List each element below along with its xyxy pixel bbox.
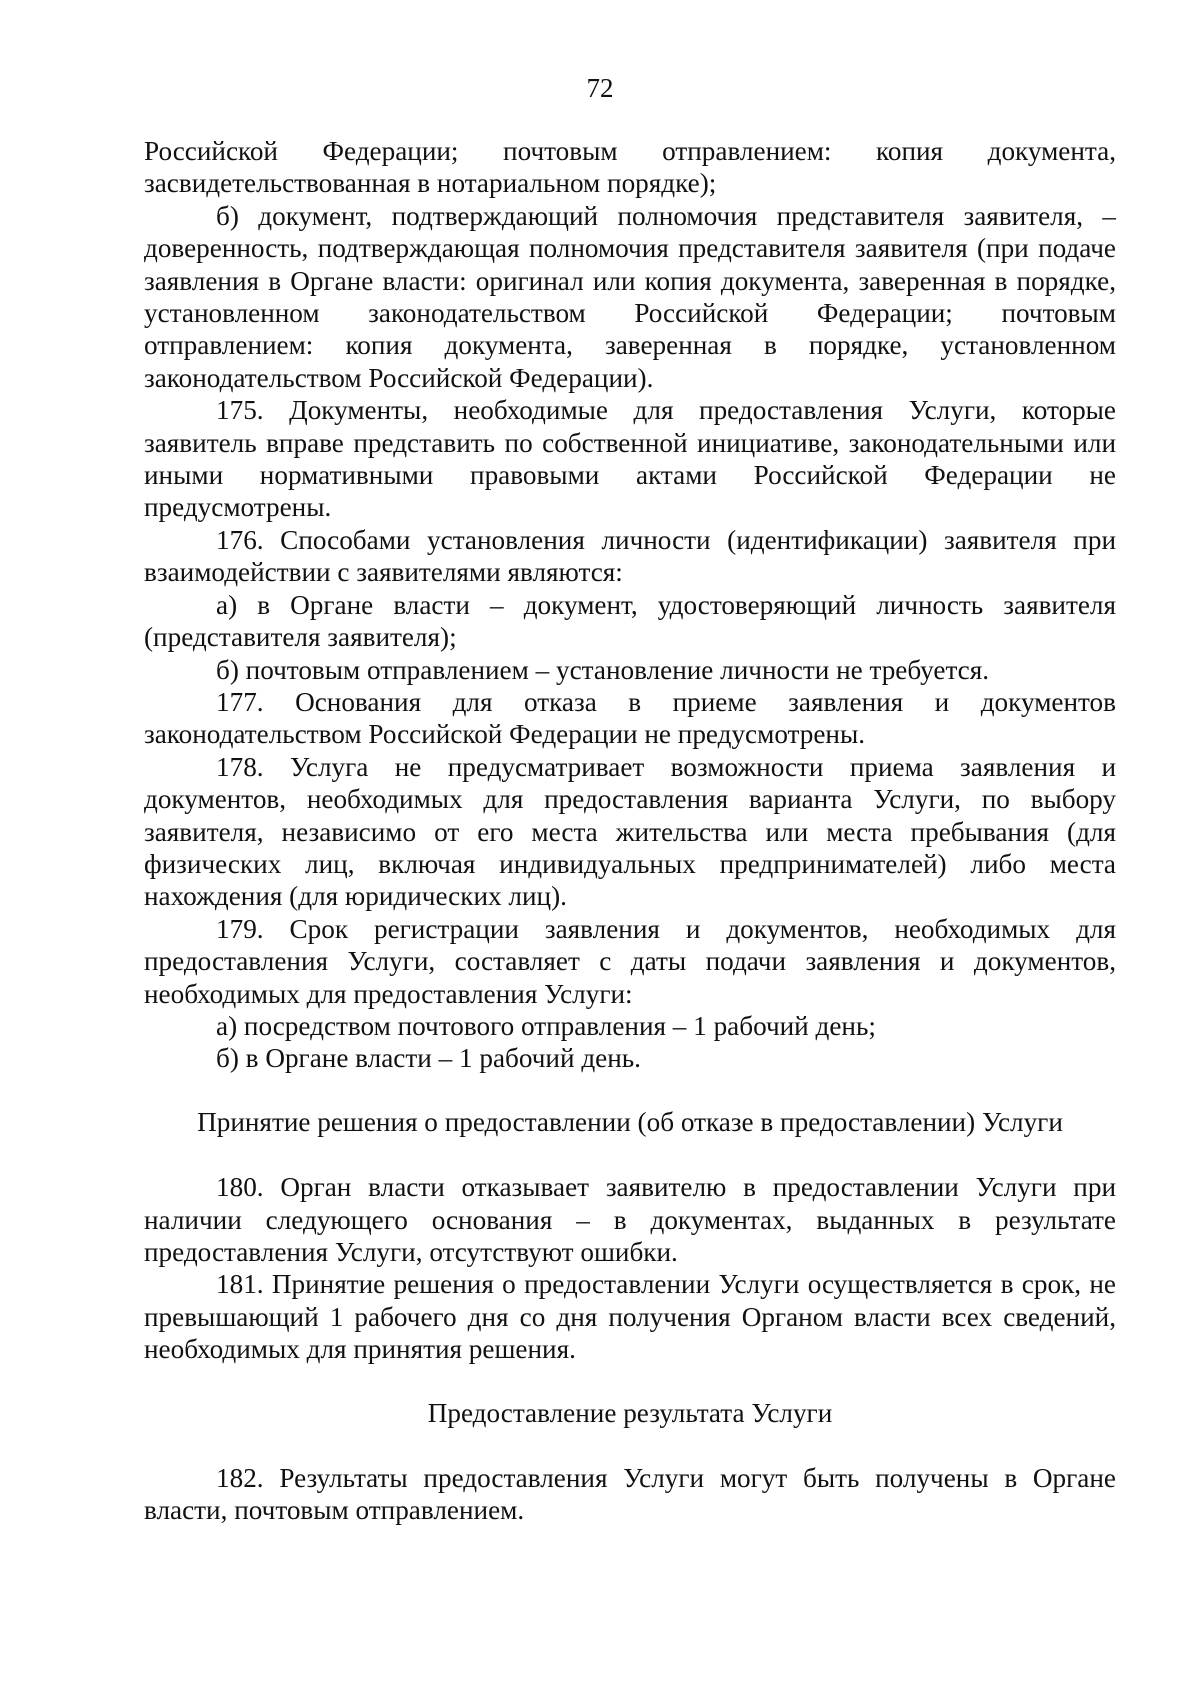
paragraph-176a: а) в Органе власти – документ, удостоверяющий личность заявителя (представителя заявителя); (144, 589, 1116, 653)
section-heading-decision: Принятие решения о предоставлении (об отказе в предоставлении) Услуги (197, 1106, 1063, 1137)
document-body (144, 135, 1116, 1527)
paragraph-179b: б) в Органе власти – 1 рабочий день. (216, 1043, 641, 1074)
paragraph-175: 175. Документы, необходимые для предоставления Услуги, которые заявитель вправе представить по собственной инициативе, законодательными или иными нормативными правовыми актами Российской Федерации не предусмотрены. (144, 395, 1116, 523)
paragraph-177: 177. Основания для отказа в приеме заявления и документов законодательством Российской Федерации не предусмотрены. (144, 686, 1116, 750)
paragraph-182: 182. Результаты предоставления Услуги могут быть получены в Органе власти, почтовым отправлением. (144, 1463, 1116, 1526)
paragraph-continuation: Российской Федерации; почтовым отправлением: копия документа, засвидетельствованная в нотариальном порядке); (144, 136, 1116, 199)
paragraph-174b-power-of-attorney: б) документ, подтверждающий полномочия представителя заявителя, – доверенность, подтверждающая полномочия представителя заявителя (при подаче заявления в Органе власти: оригинал или копия документа, заверенная в порядке, установленном законодательством Российской Федерации; почтовым отправлением: копия документа, заверенная в порядке, установленном законодательством Российской Федерации). (144, 200, 1116, 393)
page-number: 72 (586, 73, 614, 103)
section-heading-result: Предоставление результата Услуги (427, 1397, 833, 1428)
paragraph-176b: б) почтовым отправлением – установление личности не требуется. (216, 654, 990, 685)
paragraph-178: 178. Услуга не предусматривает возможности приема заявления и документов, необходимых для предоставления варианта Услуги, по выбору заявителя, независимо от его места жительства или места пребывания (для физических лиц, включая индивидуальных предпринимателей) либо места нахождения (для юридических лиц). (144, 751, 1116, 912)
paragraph-180: 180. Орган власти отказывает заявителю в предоставлении Услуги при наличии следующего основания – в документах, выданных в результате предоставления Услуги, отсутствуют ошибки. (144, 1172, 1116, 1267)
paragraph-181: 181. Принятие решения о предоставлении Услуги осуществляется в срок, не превышающий 1 рабочего дня со дня получения Органом власти всех сведений, необходимых для принятия решения. (144, 1269, 1116, 1365)
paragraph-176: 176. Способами установления личности (идентификации) заявителя при взаимодействии с заявителями являются: (144, 524, 1116, 588)
paragraph-179a: а) посредством почтового отправления – 1 рабочий день; (216, 1010, 876, 1041)
paragraph-179: 179. Срок регистрации заявления и документов, необходимых для предоставления Услуги, составляет с даты подачи заявления и документов, необходимых для предоставления Услуги: (144, 913, 1116, 1009)
